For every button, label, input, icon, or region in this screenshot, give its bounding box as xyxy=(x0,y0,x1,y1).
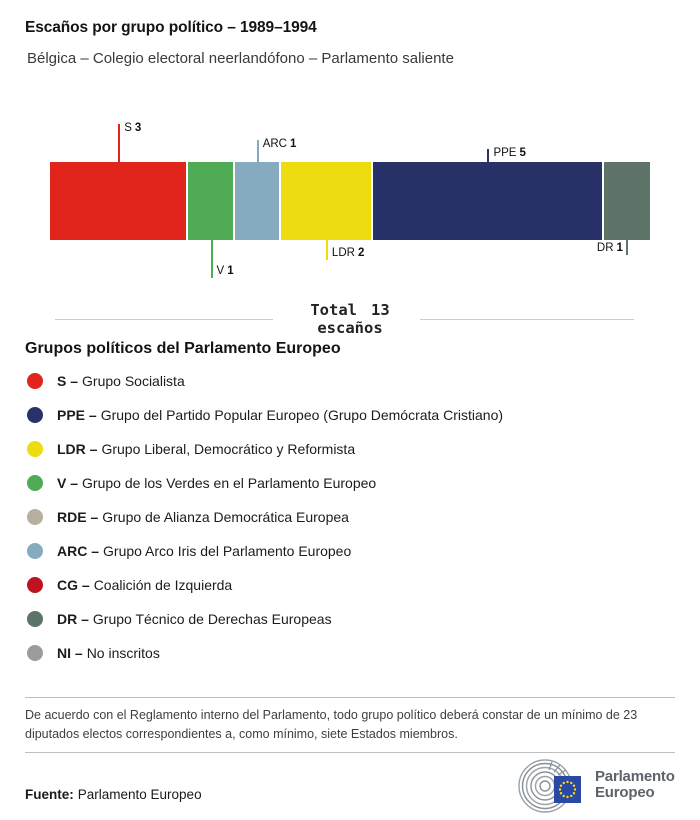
tick-line-S xyxy=(118,124,120,162)
logo-text: Parlamento Europeo xyxy=(595,767,675,801)
page-subtitle: Bélgica – Colegio electoral neerlandófono – Parlamento saliente xyxy=(27,50,454,67)
legend-label-RDE: RDE – Grupo de Alianza Democrática Europea xyxy=(57,509,349,525)
tick-line-PPE xyxy=(487,149,489,162)
legend-label-PPE: PPE – Grupo del Partido Popular Europeo (Grupo Demócrata Cristiano) xyxy=(57,407,504,423)
footnote-line2: diputados electos correspondientes a, como mínimo, siete Estados miembros. xyxy=(25,727,458,741)
legend-dot-PPE xyxy=(27,407,43,423)
legend-label-DR: DR – Grupo Técnico de Derechas Europeas xyxy=(57,611,332,627)
legend-label-S: S – Grupo Socialista xyxy=(57,373,185,389)
total-divider-left xyxy=(55,319,273,320)
source-value: Parlamento Europeo xyxy=(77,787,202,802)
tick-label-DR: DR 1 xyxy=(596,242,623,254)
tick-label-LDR: LDR 2 xyxy=(331,247,365,259)
tick-label-ARC: ARC 1 xyxy=(262,138,297,150)
footnote-divider-bottom xyxy=(25,752,675,753)
hemicycle-icon xyxy=(514,756,586,813)
legend-label-ARC: ARC – Grupo Arco Iris del Parlamento Europeo xyxy=(57,543,352,559)
total-seats-label xyxy=(275,301,425,337)
total-seats-value: 13 xyxy=(371,301,390,319)
legend xyxy=(27,364,667,670)
bar-segment-V xyxy=(188,162,234,240)
footnote-divider-top xyxy=(25,697,675,698)
legend-item-RDE xyxy=(27,500,667,534)
tick-label-S: S 3 xyxy=(124,122,142,134)
source-label: Fuente: xyxy=(25,787,74,802)
tick-label-V: V 1 xyxy=(216,265,234,277)
footnote xyxy=(25,706,637,744)
legend-dot-CG xyxy=(27,577,43,593)
eu-flag-icon xyxy=(554,776,581,803)
legend-item-CG xyxy=(27,568,667,602)
page-title: Escaños por grupo político – 1989–1994 xyxy=(25,19,317,36)
legend-dot-V xyxy=(27,475,43,491)
total-seats-line1: Total 13 xyxy=(310,301,390,319)
total-divider-right xyxy=(420,319,634,320)
bar-segment-DR xyxy=(604,162,650,240)
tick-line-ARC xyxy=(257,140,259,162)
bar-segment-ARC xyxy=(235,162,281,240)
tick-label-PPE: PPE 5 xyxy=(493,147,526,159)
legend-item-NI xyxy=(27,636,667,670)
legend-dot-LDR xyxy=(27,441,43,457)
legend-label-NI: NI – No inscritos xyxy=(57,645,160,661)
legend-label-LDR: LDR – Grupo Liberal, Democrático y Reformista xyxy=(57,441,356,457)
legend-dot-DR xyxy=(27,611,43,627)
legend-item-ARC xyxy=(27,534,667,568)
legend-item-DR xyxy=(27,602,667,636)
bar-segment-S xyxy=(50,162,188,240)
legend-dot-RDE xyxy=(27,509,43,525)
legend-dot-S xyxy=(27,373,43,389)
source-line xyxy=(25,787,202,802)
legend-item-LDR xyxy=(27,432,667,466)
legend-item-S xyxy=(27,364,667,398)
legend-dot-NI xyxy=(27,645,43,661)
european-parliament-logo xyxy=(514,756,675,813)
legend-item-PPE xyxy=(27,398,667,432)
legend-title: Grupos políticos del Parlamento Europeo xyxy=(25,340,341,357)
bar-segment-LDR xyxy=(281,162,373,240)
tick-line-DR xyxy=(626,240,628,255)
legend-item-V xyxy=(27,466,667,500)
footnote-line1: De acuerdo con el Reglamento interno del Parlamento, todo grupo político deberá constar de un mínimo de 23 xyxy=(25,708,638,722)
total-seats-line2: escaños xyxy=(317,319,383,337)
legend-dot-ARC xyxy=(27,543,43,559)
legend-label-CG: CG – Coalición de Izquierda xyxy=(57,577,233,593)
stacked-seat-bar xyxy=(50,162,650,240)
legend-label-V: V – Grupo de los Verdes en el Parlamento Europeo xyxy=(57,475,377,491)
tick-line-LDR xyxy=(326,240,328,260)
tick-line-V xyxy=(211,240,213,278)
bar-segment-PPE xyxy=(373,162,604,240)
